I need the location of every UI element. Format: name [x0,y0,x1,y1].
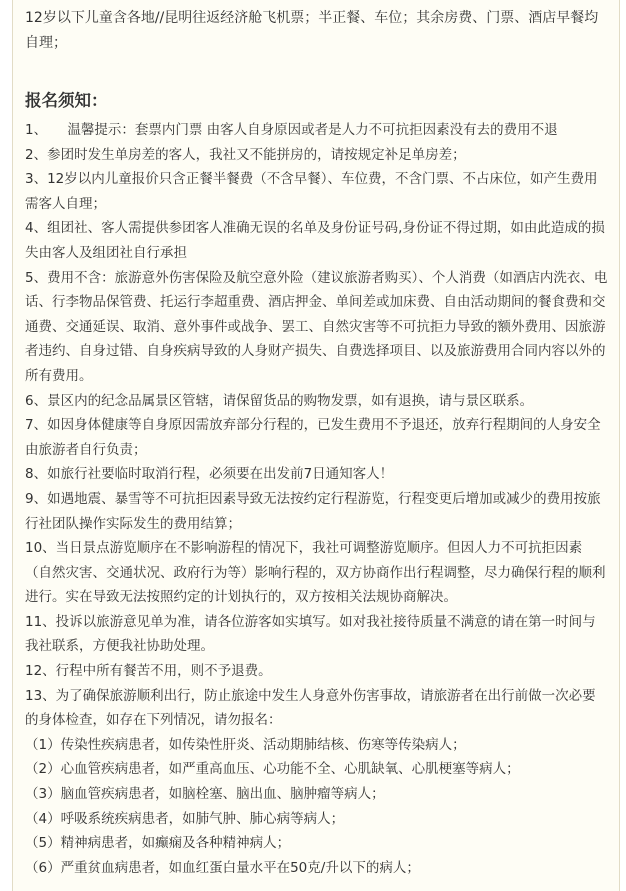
section-title: 报名须知： [25,91,108,110]
notice-item-1: 1、 温馨提示：套票内门票 由客人自身原因或者是人力不可抗拒因素没有去的费用不退 [25,122,558,138]
notice-item-13: 13、为了确保旅游顺利出行，防止旅途中发生人身意外伤害事故，请旅游者在出行前做一次必要的身体检查，如存在下列情况，请勿报名： [25,687,596,729]
condition-item-5: （5）精神病患者，如癫痫及各种精神病人； [25,835,291,852]
condition-item-1: （1）传染性疾病患者，如传染性肝炎、活动期肺结核、伤寒等传染病人； [25,736,466,753]
notice-item-6: 6、景区内的纪念品属景区管辖，请保留货品的购物发票，如有退换，请与景区联系。 [25,392,534,409]
intro-paragraph: 12岁以下儿童含各地//昆明往返经济舱飞机票；半正餐、车位；其余房费、门票、酒店早餐均自理； [25,10,599,51]
condition-item-6: （6）严重贫血病患者，如血红蛋白量水平在50克/升以下的病人； [25,859,420,876]
notice-item-2: 2、参团时发生单房差的客人，我社又不能拼房的，请按规定补足单房差； [25,146,466,163]
condition-item-2: （2）心血管疾病患者，如严重高血压、心功能不全、心肌缺氧、心肌梗塞等病人； [25,761,520,778]
condition-item-3: （3）脑血管疾病患者，如脑栓塞、脑出血、脑肿瘤等病人； [25,786,385,803]
notice-item-11: 11、投诉以旅游意见单为准，请各位游客如实填写。如对我社接待质量不满意的请在第一时间与我社联系，方便我社协助处理。 [25,613,596,655]
condition-item-4: （4）呼吸系统疾病患者，如肺气肿、肺心病等病人； [25,810,345,827]
notice-item-12: 12、行程中所有餐苦不用，则不予退费。 [25,663,272,680]
notice-item-4: 4、组团社、客人需提供参团客人准确无误的名单及身份证号码,身份证不得过期，如由此造成的损失由客人及组团社自行承担 [25,220,605,261]
notice-item-3: 3、12岁以内儿童报价只含正餐半餐费（不含早餐）、车位费，不含门票、不占床位，如产生费用需客人自理； [25,171,598,212]
notice-item-10: 10、当日景点游览顺序在不影响游程的情况下，我社可调整游览顺序。但因人力不可抗拒因素（自然灾害、交通状况、政府行为等）影响行程的，双方协商作出行程调整，尽力确保行程的顺利进行。实在导致无法按照约定的计划执行的，双方按相关法规协商解决。 [25,540,606,606]
notice-item-8: 8、如旅行社要临时取消行程，必须要在出发前7日通知客人！ [25,466,394,483]
notice-item-5: 5、费用不含：旅游意外伤害保险及航空意外险（建议旅游者购买）、个人消费（如酒店内洗衣、电话、行李物品保管费、托运行李超重费、酒店押金、单间差或加床费、自由活动期间的餐食费和交通费、交通延误、取消、意外事件或战争、罢工、自然灾害等不可抗拒力导致的额外费用、因旅游者违约、自身过错、自身疾病导致的人身财产损失、自费选择项目、以及旅游费用合同内容以外的所有费用。 [25,269,608,384]
notice-list [25,118,609,880]
notice-panel [12,0,620,891]
notice-item-9: 9、如遇地震、暴雪等不可抗拒因素导致无法按约定行程游览，行程变更后增加或减少的费用按旅行社团队操作实际发生的费用结算； [25,490,601,532]
notice-item-7: 7、如因身体健康等自身原因需放弃部分行程的，已发生费用不予退还，放弃行程期间的人身安全由旅游者自行负责； [25,417,601,458]
